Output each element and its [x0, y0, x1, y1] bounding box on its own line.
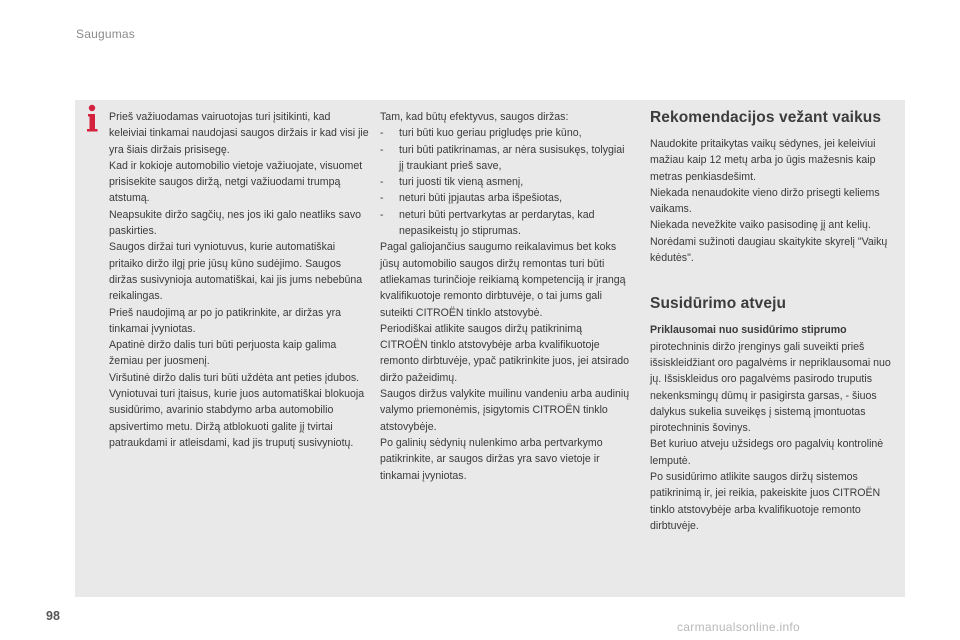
info-paragraph: Saugos diržai turi vyniotuvus, kurie automatiškai pritaiko diržo ilgį prie jūsų kūno sudėjimo. Saugos diržas susivynioja automatiškai, kai jis jums nebebūna reikalingas. — [109, 241, 363, 303]
bullet-marker: - — [380, 176, 384, 189]
belt-requirements-column — [380, 109, 632, 484]
bullet-text: turi juosti tik vieną asmenį, — [399, 176, 524, 189]
page-number: 98 — [46, 609, 60, 623]
maintenance-paragraph: Pagal galiojančius saugumo reikalavimus bet koks jūsų automobilio saugos diržų remontas turi būti atliekamas turinčioje reikiamą kompetenciją ir įrangą kvalifikuotoje remonto dirbtuvėje, o tai jums gali suteikti CITROËN tinklo atstovybė. — [380, 241, 626, 319]
info-paragraph: Viršutinė diržo dalis turi būti uždėta ant peties įdubos. — [109, 371, 360, 384]
info-paragraph: Vyniotuvai turi įtaisus, kurie juos automatiškai blokuoja susidūrimo, avarinio stabdymo arba automobilio apsivertimo metu. Diržą atblokuoti galite jį tvirtai patraukdami ir atleisdami, kad jis truputį susivyniotų. — [109, 388, 365, 449]
requirements-intro: Tam, kad būtų efektyvus, saugos diržas: — [380, 111, 569, 123]
collision-paragraph: Po susidūrimo atlikite saugos diržų sistemos patikrinimą ir, jei reikia, pakeiskite juos CITROËN tinklo atstovybėje arba kvalifikuotoje remonto dirbtuvėje. — [650, 471, 881, 532]
bullet-text: neturi būti įpjautas arba išpešiotas, — [399, 192, 563, 205]
bullet-text: turi būti kuo geriau prigludęs prie kūno, — [399, 127, 582, 140]
info-paragraph: Prieš naudojimą ar po jo patikrinkite, ar diržas yra tinkamai įvyniotas. — [109, 306, 341, 335]
children-paragraph: Niekada nenaudokite vieno diržo prisegti keliems vaikams. — [650, 186, 880, 216]
info-paragraph: Kad ir kokioje automobilio vietoje važiuojate, visuomet prisisekite saugos diržą, netgi važiuodami trumpą atstumą. — [109, 159, 363, 205]
bullet-text: neturi būti pertvarkytas ar perdarytas, kad nepasikeistų jo stiprumas. — [399, 208, 595, 238]
children-paragraph: Norėdami sužinoti daugiau skaitykite skyrelį "Vaikų kėdutės". — [650, 235, 888, 265]
collision-paragraph: Bet kuriuo atveju užsidegs oro pagalvių kontrolinė lemputė. — [650, 438, 884, 467]
bullet-item — [380, 190, 632, 206]
info-column — [109, 109, 369, 451]
bullet-text: turi būti patikrinamas, ar nėra susisukęs, tolygiai jį traukiant prieš save, — [399, 143, 625, 172]
watermark: carmanualsonline.info — [677, 620, 801, 634]
bullet-item — [380, 174, 632, 190]
collision-heading: Susidūrimo atveju — [650, 295, 787, 313]
info-paragraph: Apatinė diržo dalis turi būti perjuosta kaip galima žemiau per juosmenį. — [109, 339, 337, 368]
bullet-marker: - — [380, 208, 384, 221]
info-icon — [84, 103, 100, 133]
collision-lead-paragraph — [650, 322, 895, 436]
collision-lead-text: pirotechninis diržo įrenginys gali suveikti prieš išsiskleidžiant oro pagalvėms ir nepriklausomai nuo jų. Išsiskleidus oro pagalvėms pasirodo truputis nekenksmingų dūmų ir pasigirsta garsas, - šiuos dalykus sukelia suveikęs į sistemą įmontuotas pirotechninis šovinys. — [650, 340, 891, 435]
maintenance-paragraph: Saugos diržus valykite muilinu vandeniu arba audinių valymo priemonėmis, įsigytomis CITROËN tinklo atstovybėje. — [380, 388, 630, 433]
children-paragraph: Niekada nevežkite vaiko pasisodinę jį ant kelių. — [650, 219, 871, 232]
bullet-item — [380, 125, 632, 141]
section-header: Saugumas — [76, 27, 135, 41]
maintenance-paragraph: Periodiškai atlikite saugos diržų patikrinimą CITROËN tinklo atstovybėje arba kvalifikuotoje remonto dirbtuvėje, ypač patikrinkite juos, jei atsirado diržo pažeidimų. — [380, 322, 630, 384]
bullet-item — [380, 207, 632, 240]
bullet-marker: - — [380, 143, 384, 156]
bullet-marker: - — [380, 192, 384, 205]
children-heading: Rekomendacijos vežant vaikus — [650, 109, 882, 126]
maintenance-paragraph: Po galinių sėdynių nulenkimo arba pertvarkymo patikrinkite, ar saugos diržas yra savo vietoje ir tinkamai įvyniotas. — [380, 436, 603, 482]
recommendations-column — [650, 108, 895, 534]
bullet-item — [380, 142, 632, 175]
info-paragraph: Prieš važiuodamas vairuotojas turi įsitikinti, kad keleiviai tinkamai naudojasi saugos diržais ir kad visi jie yra šiais diržais prisisegę. — [109, 111, 369, 156]
bullet-marker: - — [380, 127, 384, 140]
info-paragraph: Neapsukite diržo sagčių, nes jos iki galo neatliks savo paskirties. — [109, 208, 362, 238]
collision-lead-bold: Priklausomai nuo susidūrimo stiprumo — [650, 324, 847, 337]
children-paragraph: Naudokite pritaikytas vaikų sėdynes, jei keleiviui mažiau kaip 12 metų arba jo ūgis mažesnis kaip metras penkiasdešimt. — [650, 138, 876, 183]
